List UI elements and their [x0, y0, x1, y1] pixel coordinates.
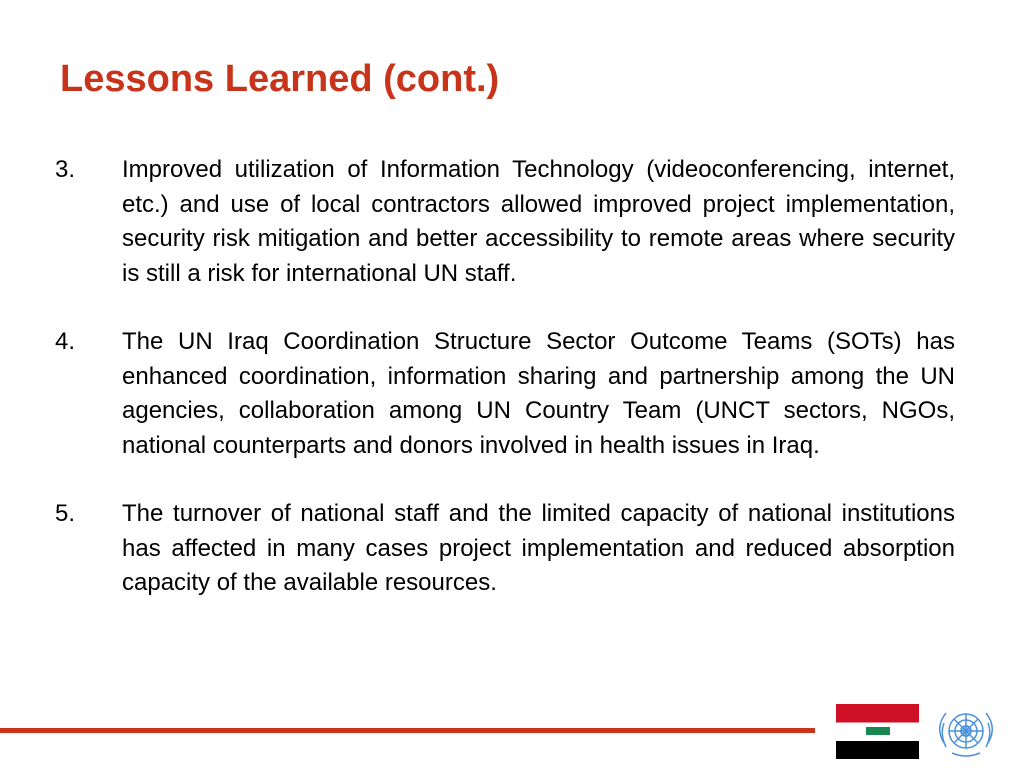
item-text: The turnover of national staff and the limited capacity of national institutions has affected in many cases project implementation and reduced absorption capacity of the available resources. — [122, 500, 955, 596]
un-emblem-icon — [936, 703, 996, 759]
item-number: 3. — [55, 156, 76, 183]
slide-title: Lessons Learned (cont.) — [60, 58, 500, 100]
list-item — [55, 153, 955, 291]
item-text: Improved utilization of Information Technology (videoconferencing, internet, etc.) and use of local contractors allowed improved project implementation, security risk mitigation and better accessibility to remote areas where security is still a risk for international UN staff. — [122, 156, 955, 287]
list-item — [55, 325, 955, 463]
item-number: 5. — [55, 500, 76, 527]
iraq-flag-icon — [836, 704, 919, 759]
item-number: 4. — [55, 328, 76, 355]
item-text: The UN Iraq Coordination Structure Sector Outcome Teams (SOTs) has enhanced coordination, information sharing and partnership among the UN agencies, collaboration among UN Country Team (UNCT sectors, NGOs, national counterparts and donors involved in health issues in Iraq. — [122, 328, 955, 459]
list-item — [55, 497, 955, 601]
lessons-list — [55, 153, 955, 635]
footer-divider — [0, 728, 815, 733]
